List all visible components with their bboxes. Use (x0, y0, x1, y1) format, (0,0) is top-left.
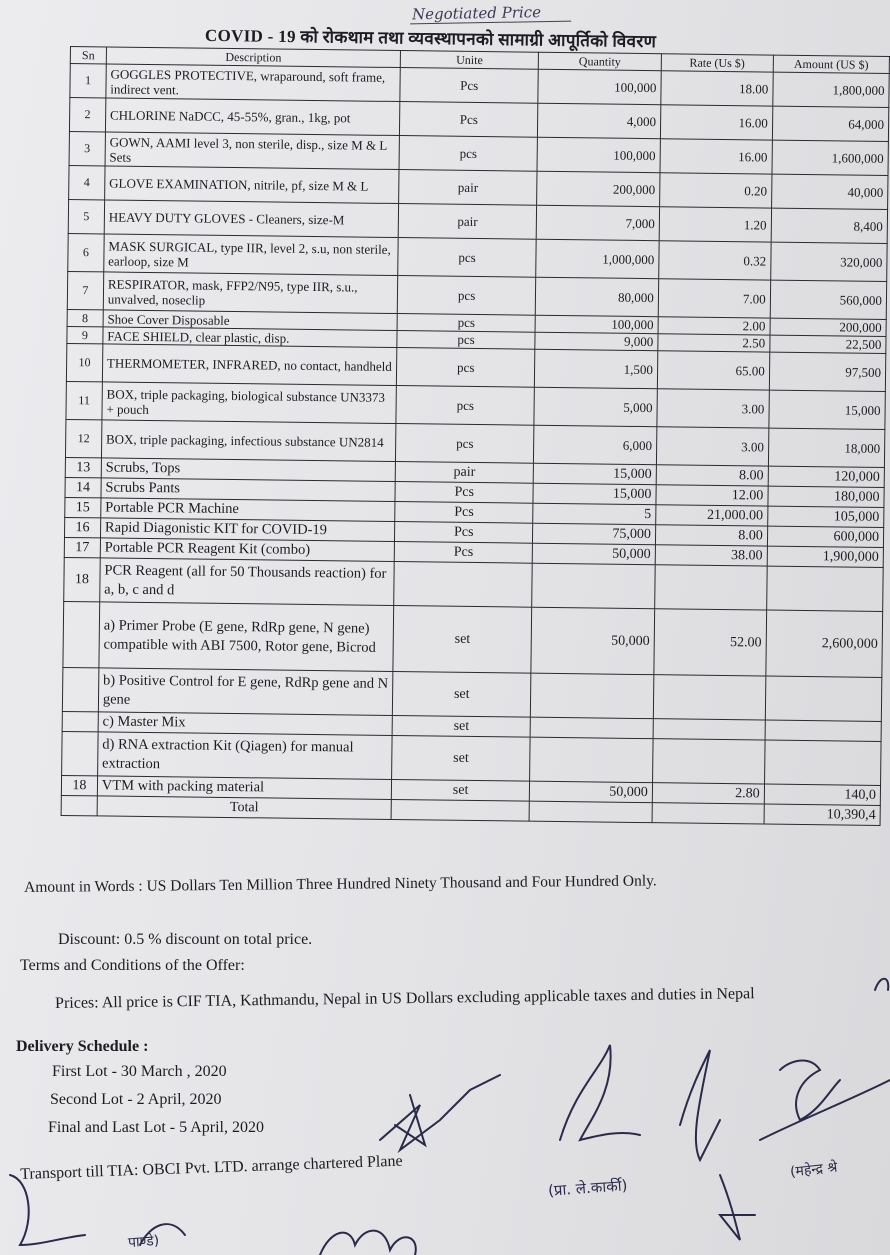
prices-text: Prices: All price is CIF TIA, Kathmandu, Nepal in US Dollars excluding applicable taxes and duties in Nepal (55, 985, 755, 1012)
row-unit: set (393, 671, 531, 717)
row-rate: 16.00 (660, 105, 772, 140)
signature-note-1: (प्रा. ले.कार्की) (547, 1176, 628, 1200)
row-description: GLOVE EXAMINATION, nitrile, pf, size M & L (104, 166, 399, 204)
row-quantity: 50,000 (531, 607, 655, 674)
row-rate: 12.00 (656, 485, 768, 506)
row-unit: pcs (396, 424, 534, 464)
row-rate: 21,000.00 (656, 505, 768, 526)
row-sn: 4 (69, 165, 105, 199)
row-rate: 2.80 (652, 783, 764, 804)
row-sn: 6 (68, 233, 104, 271)
row-description: THERMOMETER, INFRARED, no contact, handheld (102, 344, 397, 386)
row-unit: pcs (397, 276, 535, 316)
row-quantity: 15,000 (533, 463, 656, 484)
row-sn: 17 (64, 537, 100, 557)
row-description: Scrubs Pants (101, 478, 396, 502)
row-description: PCR Reagent (all for 50 Thousands reaction) for a, b, c and d (100, 558, 395, 606)
row-rate: 0.20 (659, 173, 771, 208)
row-unit: Pcs (395, 522, 533, 544)
row-sn: 12 (65, 419, 101, 457)
row-description: HEAVY DUTY GLOVES - Cleaners, size-M (104, 200, 399, 238)
row-description: GOWN, AAMI level 3, non sterile, disp., size M & L Sets (105, 132, 400, 170)
row-rate: 52.00 (654, 609, 767, 676)
row-quantity: 1,500 (535, 349, 658, 388)
row-amount: 560,000 (770, 280, 887, 319)
row-amount: 2,600,000 (766, 610, 883, 677)
delivery-lot-3: Final and Last Lot - 5 April, 2020 (48, 1119, 264, 1136)
delivery-lot-1: First Lot - 30 March , 2020 (52, 1063, 227, 1080)
row-description: RESPIRATOR, mask, FFP2/N95, type IIR, s.u., unvalved, noseclip (103, 272, 398, 314)
row-description: CHLORINE NaDCC, 45-55%, gran., 1kg, pot (105, 98, 400, 136)
row-quantity: 15,000 (533, 483, 656, 504)
row-unit: set (392, 779, 530, 801)
document-title: COVID - 19 को रोकथाम तथा व्यवस्थापनको सामाग्री आपूर्तिको विवरण (204, 25, 657, 52)
row-rate: 8.00 (655, 525, 767, 546)
row-rate: 38.00 (655, 545, 767, 566)
signature-note-3: पाण्डे) (127, 1232, 160, 1252)
row-description: Portable PCR Machine (101, 498, 396, 522)
row-unit: Pcs (400, 102, 538, 138)
row-amount: 40,000 (771, 174, 888, 209)
row-description: BOX, triple packaging, biological substance UN3373 + pouch (102, 382, 397, 424)
transport-text: Transport till TIA: OBCI Pvt. LTD. arrange chartered Plane (20, 1152, 403, 1183)
row-description: a) Primer Probe (E gene, RdRp gene, N gene) compatible with ABI 7500, Rotor gene, Bicrod (99, 602, 394, 672)
row-unit: Pcs (400, 68, 538, 104)
row-rate: 16.00 (660, 139, 772, 174)
row-unit: pcs (397, 348, 535, 388)
row-quantity: 5,000 (534, 387, 657, 426)
row-amount: 97,500 (769, 352, 886, 391)
row-amount: 22,500 (770, 335, 886, 353)
row-sn: 11 (66, 381, 102, 419)
row-quantity: 5 (533, 503, 656, 524)
row-sn: 18 (61, 775, 97, 795)
row-amount: 1,900,000 (767, 546, 883, 567)
row-unit: pcs (396, 386, 534, 426)
row-quantity: 80,000 (535, 277, 658, 316)
row-rate: 7.00 (658, 279, 770, 318)
row-amount: 15,000 (769, 390, 886, 429)
row-quantity: 100,000 (538, 69, 661, 104)
row-rate: 3.00 (657, 389, 769, 428)
row-sn: 15 (65, 497, 101, 517)
row-quantity: 1,000,000 (536, 239, 659, 278)
row-quantity: 50,000 (529, 781, 652, 802)
row-description: Portable PCR Reagent Kit (combo) (100, 538, 395, 562)
row-unit: Pcs (394, 542, 532, 564)
row-amount: 8,400 (771, 208, 888, 243)
row-unit: pcs (397, 331, 535, 350)
total-label: Total (97, 796, 392, 820)
row-description: Shoe Cover Disposable (103, 310, 398, 331)
row-sn: 16 (64, 517, 100, 537)
row-rate: 2.00 (658, 317, 770, 335)
row-sn: 18 (64, 557, 100, 601)
row-sn: 9 (67, 326, 103, 343)
row-amount: 105,000 (767, 506, 883, 527)
row-rate: 0.32 (659, 241, 771, 280)
delivery-heading: Delivery Schedule : (16, 1038, 149, 1055)
row-quantity: 75,000 (533, 523, 656, 544)
discount-text: Discount: 0.5 % discount on total price. (58, 931, 313, 948)
row-quantity: 9,000 (535, 332, 658, 350)
row-unit: set (392, 735, 530, 781)
row-unit: pair (398, 204, 536, 240)
row-sn: 10 (66, 343, 102, 381)
row-unit: pcs (397, 314, 535, 333)
row-rate: 65.00 (657, 351, 769, 390)
row-unit: set (393, 605, 532, 673)
row-description: FACE SHIELD, clear plastic, disp. (103, 327, 398, 348)
row-amount: 1,600,000 (772, 140, 889, 175)
col-unit: Unite (400, 51, 538, 70)
row-amount: 140,0 (764, 784, 880, 805)
row-description: Scrubs, Tops (101, 458, 396, 482)
row-sn: 5 (68, 199, 104, 233)
row-quantity: 4,000 (538, 103, 661, 138)
row-sn: 2 (69, 98, 105, 132)
row-description: GOGGLES PROTECTIVE, wraparound, soft frame, indirect vent. (106, 64, 401, 102)
terms-heading: Terms and Conditions of the Offer: (20, 957, 245, 974)
row-rate: 18.00 (661, 71, 773, 106)
col-sn: Sn (70, 47, 106, 64)
col-quantity: Quantity (538, 52, 661, 70)
row-sn: 7 (67, 271, 103, 309)
row-description: b) Positive Control for E gene, RdRp gene and N gene (98, 668, 393, 716)
row-sn: 1 (70, 64, 106, 98)
row-sn: 3 (69, 131, 105, 165)
signature-note-2: (महेन्द्र श्रे (789, 1159, 839, 1181)
col-description: Description (106, 47, 401, 68)
total-amount: 10,390,4 (764, 804, 880, 825)
row-amount: 320,000 (770, 242, 887, 281)
row-amount: 600,000 (767, 526, 883, 547)
row-rate: 2.50 (658, 334, 770, 352)
row-amount: 120,000 (768, 466, 884, 487)
row-rate: 8.00 (656, 465, 768, 486)
row-unit: pcs (398, 238, 536, 278)
row-quantity: 6,000 (534, 425, 657, 464)
amount-in-words: Amount in Words : US Dollars Ten Million Three Hundred Ninety Thousand and Four Hundred Only. (24, 872, 657, 896)
row-unit: pcs (399, 136, 537, 172)
row-sn: 8 (67, 309, 103, 326)
row-quantity: 50,000 (532, 543, 655, 564)
row-sn: 13 (65, 457, 101, 477)
row-quantity: 7,000 (536, 205, 659, 240)
row-amount: 1,800,000 (773, 72, 890, 107)
col-rate: Rate (Us $) (661, 54, 773, 72)
row-unit: set (392, 715, 530, 737)
row-amount: 18,000 (768, 428, 885, 467)
row-quantity: 200,000 (537, 171, 660, 206)
row-description: VTM with packing material (97, 776, 392, 800)
row-description: MASK SURGICAL, type IIR, level 2, s.u, non sterile, earloop, size M (104, 234, 399, 276)
row-sn: 14 (65, 477, 101, 497)
row-rate: 1.20 (659, 207, 771, 242)
row-description: Rapid Diagonistic KIT for COVID-19 (100, 518, 395, 542)
col-amount: Amount (US $) (773, 55, 889, 73)
row-amount: 200,000 (770, 318, 886, 336)
row-quantity: 100,000 (535, 315, 658, 333)
row-rate: 3.00 (656, 427, 768, 466)
row-amount: 180,000 (768, 486, 884, 507)
row-description: c) Master Mix (98, 712, 393, 736)
row-unit: Pcs (395, 502, 533, 524)
delivery-lot-2: Second Lot - 2 April, 2020 (50, 1091, 222, 1108)
row-unit: pair (399, 170, 537, 206)
row-quantity: 100,000 (537, 137, 660, 172)
handwritten-note: Negotiated Price (410, 3, 571, 25)
row-unit: Pcs (395, 482, 533, 504)
row-description: BOX, triple packaging, infectious substance UN2814 (101, 420, 396, 462)
row-unit: pair (395, 462, 533, 484)
row-description: d) RNA extraction Kit (Qiagen) for manual extraction (97, 732, 392, 780)
row-amount: 64,000 (772, 106, 889, 141)
